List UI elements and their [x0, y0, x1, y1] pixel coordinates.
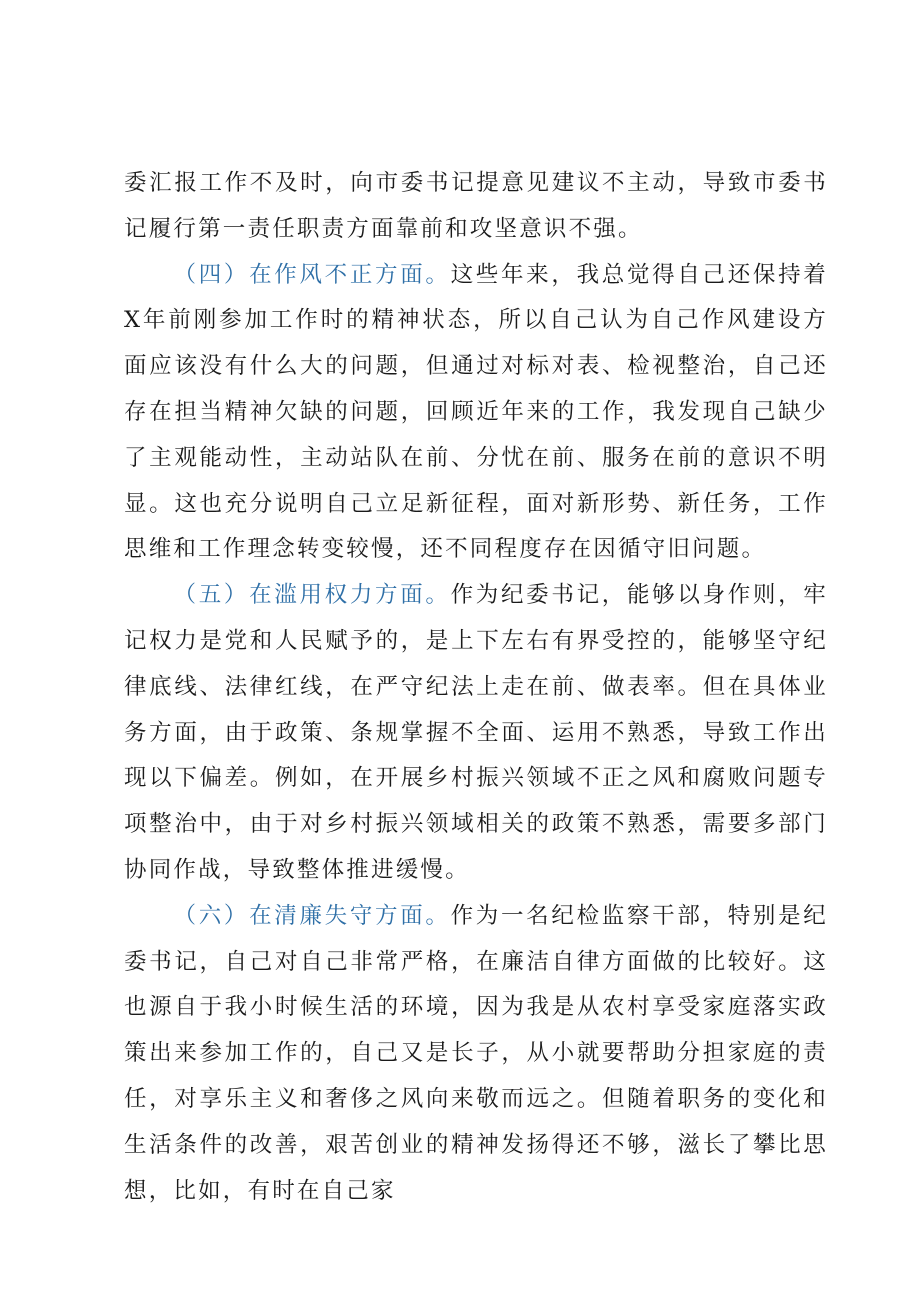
paragraph-section-4	[124, 253, 828, 574]
paragraph-text: 这些年来，我总觉得自己还保持着X年前刚参加工作时的精神状态，所以自己认为自己作风建设方面应该没有什么大的问题，但通过对标对表、检视整治，自己还存在担当精神欠缺的问题，回顾近年来的工作，我发现自己缺少了主观能动性，主动站队在前、分忧在前、服务在前的意识不明显。这也充分说明自己立足新征程，面对新形势、新任务，工作思维和工作理念转变较慢，还不同程度存在因循守旧问题。	[124, 261, 828, 563]
section-heading-6: （六）在清廉失守方面。	[173, 902, 451, 929]
paragraph-text: 委汇报工作不及时，向市委书记提意见建议不主动，导致市委书记履行第一责任职责方面靠前和攻坚意识不强。	[124, 170, 828, 242]
paragraph-text: 作为纪委书记，能够以身作则，牢记权力是党和人民赋予的，是上下左右有界受控的，能够坚守纪律底线、法律红线，在严守纪法上走在前、做表率。但在具体业务方面，由于政策、条规掌握不全面、运用不熟悉，导致工作出现以下偏差。例如，在开展乡村振兴领域不正之风和腐败问题专项整治中，由于对乡村振兴领域相关的政策不熟悉，需要多部门协同作战，导致整体推进缓慢。	[124, 582, 828, 883]
section-heading-4: （四）在作风不正方面。	[173, 261, 451, 288]
paragraph-text: 作为一名纪检监察干部，特别是纪委书记，自己对自己非常严格，在廉洁自律方面做的比较好。这也源自于我小时候生活的环境，因为我是从农村享受家庭落实政策出来参加工作的，自己又是长子，从小就要帮助分担家庭的责任，对享乐主义和奢侈之风向来敬而远之。但随着职务的变化和生活条件的改善，艰苦创业的精神发扬得还不够，滋长了攀比思想，比如，有时在自己家	[124, 902, 828, 1204]
section-heading-5: （五）在滥用权力方面。	[173, 582, 451, 609]
paragraph-section-5	[124, 573, 828, 894]
paragraph-continuation	[124, 161, 828, 253]
paragraph-section-6	[124, 894, 828, 1215]
